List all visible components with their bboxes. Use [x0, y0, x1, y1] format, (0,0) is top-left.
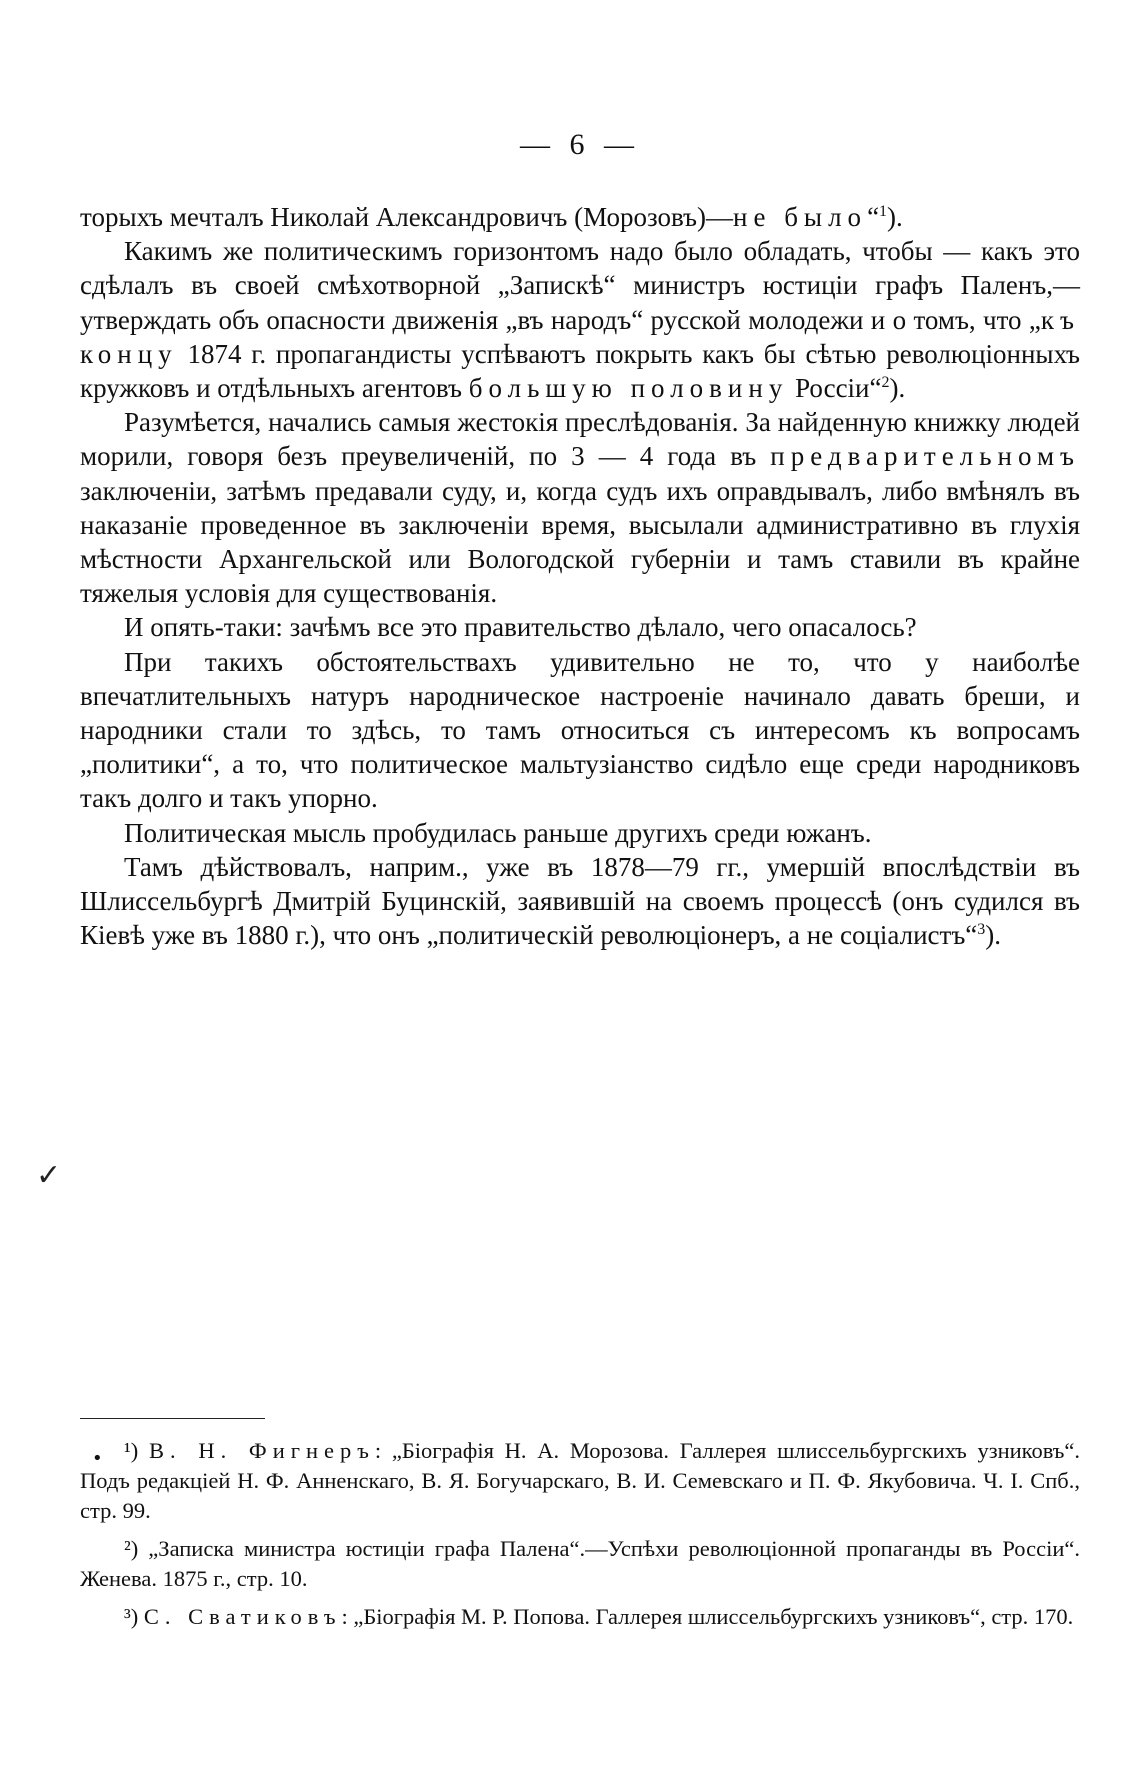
paragraph-2: Какимъ же политическимъ горизонтомъ надо было обладать, чтобы — какъ это сдѣлалъ въ своей смѣхотворной „Запискѣ“ министръ юстиціи графъ Паленъ,— утверждать объ опасности движенія „въ народъ“ русской молодежи и о томъ, что „къ концу 1874 г. пропагандисты успѣваютъ покрыть какъ бы сѣтью революціонныхъ кружковъ и отдѣльныхъ агентовъ большую половину Россіи“$^2$). [80, 236, 1080, 404]
footnote-1: ¹) В. Н. Фигнеръ: „Біографія Н. А. Морозова. Галлерея шлиссельбургскихъ узниковъ“. Подъ редакціей Н. Ф. Анненскаго, В. Я. Богучарскаго, В. И. Семевскаго и П. Ф. Якубовича. Ч. I. Спб., стр. 99. [80, 1438, 1081, 1523]
paragraph-6: Политическая мысль пробудилась раньше другихъ среди южанъ. [124, 817, 872, 848]
footnote-ref-1: 1 [879, 203, 888, 220]
paragraph-7: Тамъ дѣйствовалъ, наприм., уже въ 1878—79 гг., умершій впослѣдствіи въ Шлиссельбургѣ Дмитрій Буцинскій, заявившій на своемъ процессѣ (онъ судился въ Кіевѣ уже въ 1880 г.), что онъ „политическій революціонеръ, а не соціалистъ“$^3$). [80, 851, 1080, 951]
checkmark-icon: ✓ [36, 1158, 62, 1193]
paragraph-5: При такихъ обстоятельствахъ удивительно не то, что у наиболѣе впечатлительныхъ натуръ народническое настроеніе начинало давать бреши, и народники стали то здѣсь, то тамъ относиться съ интересомъ къ вопросамъ „политики“, а то, что политическое мальтузіанство сидѣло еще среди народниковъ такъ долго и такъ упорно. [80, 646, 1080, 814]
bullet-icon: • [92, 1448, 103, 1469]
footnotes [80, 1436, 1080, 1640]
footnote-3: ³) С. Сватиковъ: „Біографія М. Р. Попова. Галлерея шлиссельбургскихъ узниковъ“, стр. 170. [124, 1604, 1074, 1629]
paragraph-1: торыхъ мечталъ Николай Александровичъ (Морозовъ)—не было“$^1$). [80, 202, 903, 232]
footnote-divider [80, 1418, 265, 1419]
footnote-ref-2: 2 [881, 374, 890, 392]
main-text [80, 200, 1080, 952]
paragraph-4: И опять-таки: зачѣмъ все это правительство дѣлало, чего опасалось? [124, 612, 917, 643]
footnote-ref-3: 3 [977, 921, 986, 939]
page-number: — 6 — [520, 128, 640, 161]
footnote-2: ²) „Записка министра юстиціи графа Палена“.—Успѣхи революціонной пропаганды въ Россіи“. Женева. 1875 г., стр. 10. [80, 1536, 1080, 1591]
paragraph-3: Разумѣется, начались самыя жестокія преслѣдованія. За найденную книжку людей морили, говоря безъ преувеличеній, по 3 — 4 года въ предварительномъ заключеніи, затѣмъ предавали суду, и, когда судъ ихъ оправдывалъ, либо вмѣнялъ въ наказаніе проведенное въ заключеніи время, высылали административно въ глухія мѣстности Архангельской или Вологодской губерніи и тамъ ставили въ крайне тяжелыя условія для существованія. [80, 407, 1080, 609]
